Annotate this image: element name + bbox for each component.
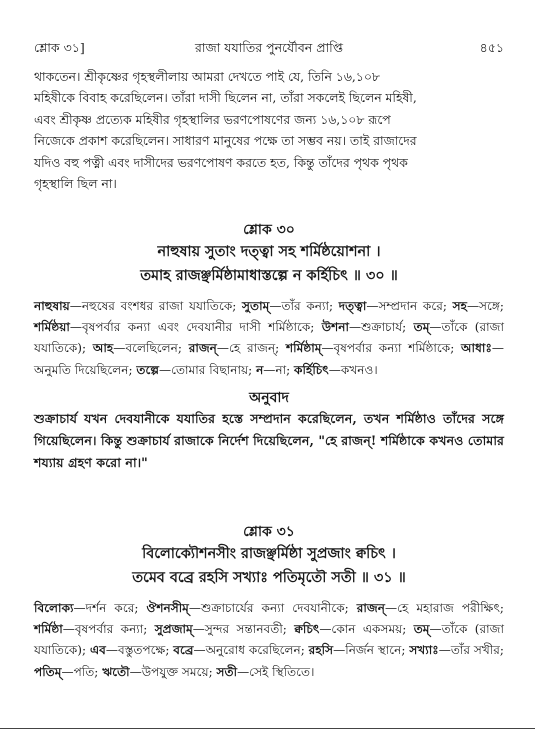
synonym-meaning: —অনুরোধ করেছিলেন; [193, 643, 309, 658]
verse-30-line-2: তমাহ রাজঞ্ছর্মিষ্ঠামাধাস্তল্পে ন কর্হিচিৎ ॥ ৩০ ॥ [140, 267, 398, 284]
synonym-term: ঋতৌ [102, 664, 130, 679]
purport-line: মহিষীকে বিবাহ করেছিলেন। তাঁরা দাসী ছিলেন না, তাঁরা সকলেই ছিলেন মহিষী, [34, 90, 417, 106]
verse-31-title: শ্লোক ৩১ [243, 524, 295, 540]
synonym-meaning: —সঙ্গে; [466, 299, 504, 313]
synonym-meaning: —বস্তুতপক্ষে; [105, 643, 174, 658]
synonym-term: রহসি [308, 643, 334, 658]
synonym-meaning: —বৃষপর্বার কন্যা এবং দেবযানীর দাসী শর্মিষ্ঠাকে; [69, 320, 322, 335]
synonym-term: ন [256, 362, 264, 377]
synonym-meaning: —হে মহারাজ পরীক্ষিৎ; [384, 601, 504, 615]
synonym-term: রাজন্ [188, 341, 217, 356]
synonym-meaning: —শুক্রাচার্যের কন্যা দেবযানীকে; [188, 601, 357, 615]
synonym-meaning: —হে রাজন্; [216, 341, 286, 356]
translation-heading: অনুবাদ [249, 390, 289, 406]
synonym-term: শর্মিষ্ঠাম্ [286, 341, 322, 356]
synonym-meaning: —সম্প্রদান করে; [366, 299, 453, 313]
synonym-meaning: —তোমার বিছানায়; [158, 362, 257, 377]
synonym-term: আহ [92, 341, 114, 356]
synonym-meaning: —উপযুক্ত সময়ে; [129, 664, 217, 679]
synonym-term: পতিম্ [34, 664, 62, 679]
synonym-term: তল্পে [136, 362, 159, 377]
synonym-term: শর্মিষ্ঠয়া [34, 320, 70, 335]
purport-line: যদিও বহু পত্নী এবং দাসীদের ভরণপোষণ করতে হত, কিন্তু তাঁদের পৃথক পৃথক [34, 154, 408, 170]
synonym-meaning: —দর্শন করে; [73, 601, 147, 615]
synonym-meaning: —নহুষের বংশধর রাজা যযাতিকে; [69, 299, 243, 313]
verse-31-synonyms [34, 598, 504, 683]
header-verse-ref: শ্লোক ৩১] [34, 40, 85, 55]
purport-line: নিজেকে প্রকাশ করেছিলেন। সাধারণ মানুষের পক্ষে তা সম্ভব নয়। তাই রাজাদের [34, 133, 417, 149]
synonym-meaning: —না; [263, 362, 295, 377]
purport-line: এবং শ্রীকৃষ্ণ প্রত্যেক মহিষীর গৃহস্থালির ভরণপোষণের জন্য ১৬,১০৮ রূপে [34, 111, 391, 127]
synonym-term: আধাঃ [461, 341, 492, 356]
synonym-term: তম্ [413, 622, 430, 637]
synonym-term: দত্ত্বা [338, 299, 367, 313]
synonym-meaning: —নির্জন স্থানে; [333, 643, 410, 658]
synonym-term: এব [89, 643, 106, 658]
synonym-meaning: —সেই স্থিতিতে। [237, 664, 315, 679]
synonym-term: নাহুষায় [34, 299, 70, 313]
synonym-term: সুতাম্ [242, 299, 270, 313]
synonym-term: বিলোক্য [34, 601, 74, 615]
synonym-term: সখ্যাঃ [409, 643, 439, 658]
synonym-meaning: —শুক্রাচার্য; [349, 320, 414, 335]
page-number: ৪৫১ [479, 40, 504, 55]
synonym-meaning: —সুন্দর সন্তানবতী; [192, 622, 295, 637]
synonym-term: সুপ্রজাম্ [154, 622, 193, 637]
synonym-term: সতী [216, 664, 238, 679]
synonym-term: বব্রে [173, 643, 194, 658]
synonym-meaning: —তাঁর কন্যা; [269, 299, 339, 313]
verse-31-line-2: তমেব বব্রে রহসি সখ্যাঃ পতিমৃতৌ সতী ॥ ৩১ ॥ [132, 569, 406, 586]
page-bottom-rule [0, 728, 535, 729]
synonym-term: শর্মিষ্ঠা [34, 622, 63, 637]
synonym-meaning: —বৃষপর্বার কন্যা; [62, 622, 155, 637]
synonym-meaning: —বলেছিলেন; [113, 341, 189, 356]
verse-30-title: শ্লোক ৩০ [243, 222, 295, 238]
synonym-meaning: —অনুমতি দিয়েছিলেন; [34, 341, 504, 377]
synonym-meaning: —পতি; [61, 664, 103, 679]
synonym-term: তম্ [413, 320, 430, 335]
running-header [34, 40, 504, 58]
synonym-meaning: —তাঁকে (রাজা যযাতিকে); [34, 320, 504, 356]
synonym-term: ঔশনসীম্ [146, 601, 189, 615]
verse-30-translation: শুক্রাচার্য যখন দেবযানীকে যযাতির হস্তে সম্প্রদান করেছিলেন, তখন শর্মিষ্ঠাও তাঁদের সঙ্গে গিয়েছিলেন। কিন্তু শুক্রাচার্য রাজাকে নির্দেশ দিয়েছিলেন, "হে রাজন্! শর্মিষ্ঠাকে কখনও তোমার শয্যায় গ্রহণ করো না।" [34, 411, 504, 470]
synonym-meaning: —তাঁকে (রাজা যযাতিকে); [34, 622, 504, 658]
synonym-meaning: —তাঁর সখীর; [438, 643, 505, 658]
verse-30-line-1: নাহুষায় সুতাং দত্ত্বা সহ শর্মিষ্ঠয়োশনা । [157, 243, 381, 260]
synonym-term: সহ [452, 299, 467, 313]
synonym-term: ক্বচিৎ [294, 622, 320, 637]
synonym-meaning: —কোন একসময়; [319, 622, 414, 637]
synonym-term: উশনা [321, 320, 350, 335]
verse-31-line-1: বিলোক্যৌশনসীং রাজঞ্ছর্মিষ্ঠা সুপ্রজাং ক্বচিৎ । [142, 545, 396, 562]
synonym-meaning: —কখনও। [328, 362, 378, 377]
purport-line: থাকতেন। শ্রীকৃষ্ণের গৃহস্থলীলায় আমরা দেখতে পাই যে, তিনি ১৬,১০৮ [34, 69, 380, 84]
synonym-term: রাজন্ [356, 601, 385, 615]
synonym-term: কর্হিচিৎ [294, 362, 329, 377]
purport-line: গৃহস্থালি ছিল না। [34, 176, 117, 192]
header-chapter-title: রাজা যযাতির পুনর্যৌবন প্রাপ্তি [194, 40, 344, 55]
purport-paragraph [34, 66, 504, 194]
synonym-meaning: —বৃষপর্বার কন্যা শর্মিষ্ঠাকে; [321, 341, 462, 356]
verse-30-synonyms [34, 296, 504, 381]
